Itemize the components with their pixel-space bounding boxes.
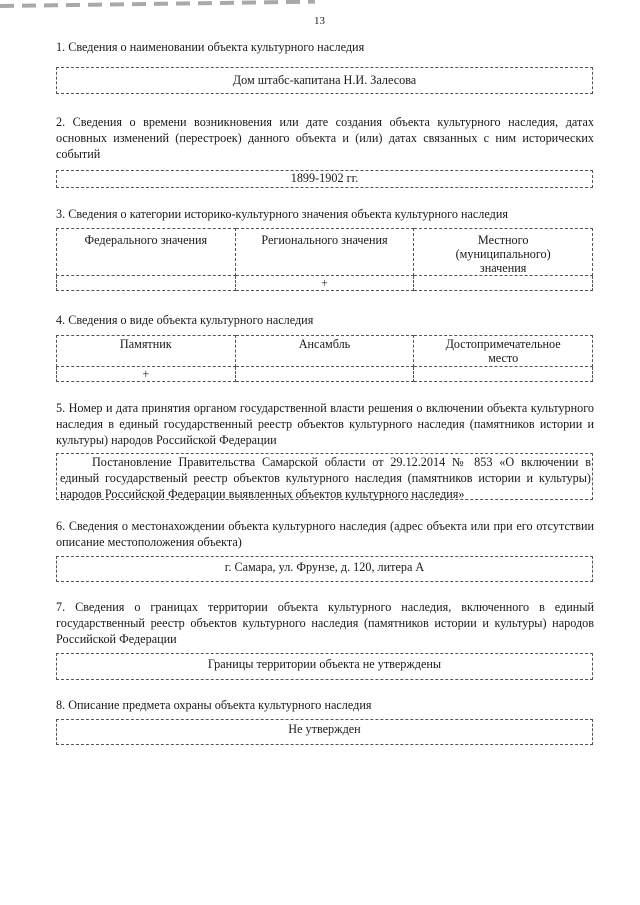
section-7-title: 7. Сведения о границах территории объекта культурного наследия, включенного в единый государственный реестр объектов культурного наследия (памятников истории и культуры) народов Российской Федерации — [56, 600, 594, 646]
section-6-title: 6. Сведения о местонахождении объекта культурного наследия (адрес объекта или при его отсутствии описание местоположения объекта) — [56, 519, 594, 549]
section-4-title: 4. Сведения о виде объекта культурного наследия — [56, 313, 314, 327]
section-2-title: 2. Сведения о времени возникновения или дате создания объекта культурного наследия, датах основных изменений (перестроек) данного объекта и (или) датах связанных с ним исторических событий — [56, 115, 594, 161]
type-header-monument: Памятник — [57, 336, 236, 367]
page-number: 13 — [314, 15, 325, 27]
object-name-value: Дом штабс-капитана Н.И. Залесова — [232, 73, 417, 87]
category-header-regional: Регионального значения — [235, 229, 414, 276]
type-table — [56, 335, 593, 382]
type-cell-landmark — [414, 367, 593, 382]
category-cell-regional: + — [235, 276, 414, 291]
section-8-box — [56, 719, 593, 745]
section-2-box — [56, 170, 593, 188]
section-3-title: 3. Сведения о категории историко-культурного значения объекта культурного наследия — [56, 207, 508, 221]
section-1-title: 1. Сведения о наименовании объекта культурного наследия — [56, 40, 365, 54]
scan-artifact-dashed-line — [0, 0, 315, 8]
territory-boundaries-value: Границы территории объекта не утверждены — [207, 657, 442, 671]
type-cell-monument: + — [57, 367, 236, 382]
section-8-title: 8. Описание предмета охраны объекта культурного наследия — [56, 698, 372, 712]
creation-date-value: 1899-1902 гг. — [290, 171, 359, 185]
section-5-box — [56, 453, 593, 500]
address-value: г. Самара, ул. Фрунзе, д. 120, литера А — [224, 560, 425, 574]
category-header-local: Местного (муниципального) значения — [414, 229, 593, 276]
category-header-federal: Федерального значения — [57, 229, 236, 276]
type-header-ensemble: Ансамбль — [235, 336, 414, 367]
section-7-box — [56, 653, 593, 680]
protection-subject-value: Не утвержден — [288, 722, 361, 736]
registry-decision-value: Постановление Правительства Самарской области от 29.12.2014 № 853 «О включении в единый государственый реестр объектов культурного наследия (памятников истории и культуры) народов Российской Федерации выявленных объектов культурного наследия» — [60, 455, 591, 501]
category-table — [56, 228, 593, 291]
category-cell-federal — [57, 276, 236, 291]
section-1-box — [56, 67, 593, 94]
type-cell-ensemble — [235, 367, 414, 382]
section-5-title: 5. Номер и дата принятия органом государственной власти решения о включении объекта культурного наследия в единый государственный реестр объектов культурного наследия (памятников истории и культуры) народов Российской Федерации — [56, 401, 594, 447]
type-header-landmark: Достопримечательное место — [414, 336, 593, 367]
section-6-box — [56, 556, 593, 582]
category-cell-local — [414, 276, 593, 291]
